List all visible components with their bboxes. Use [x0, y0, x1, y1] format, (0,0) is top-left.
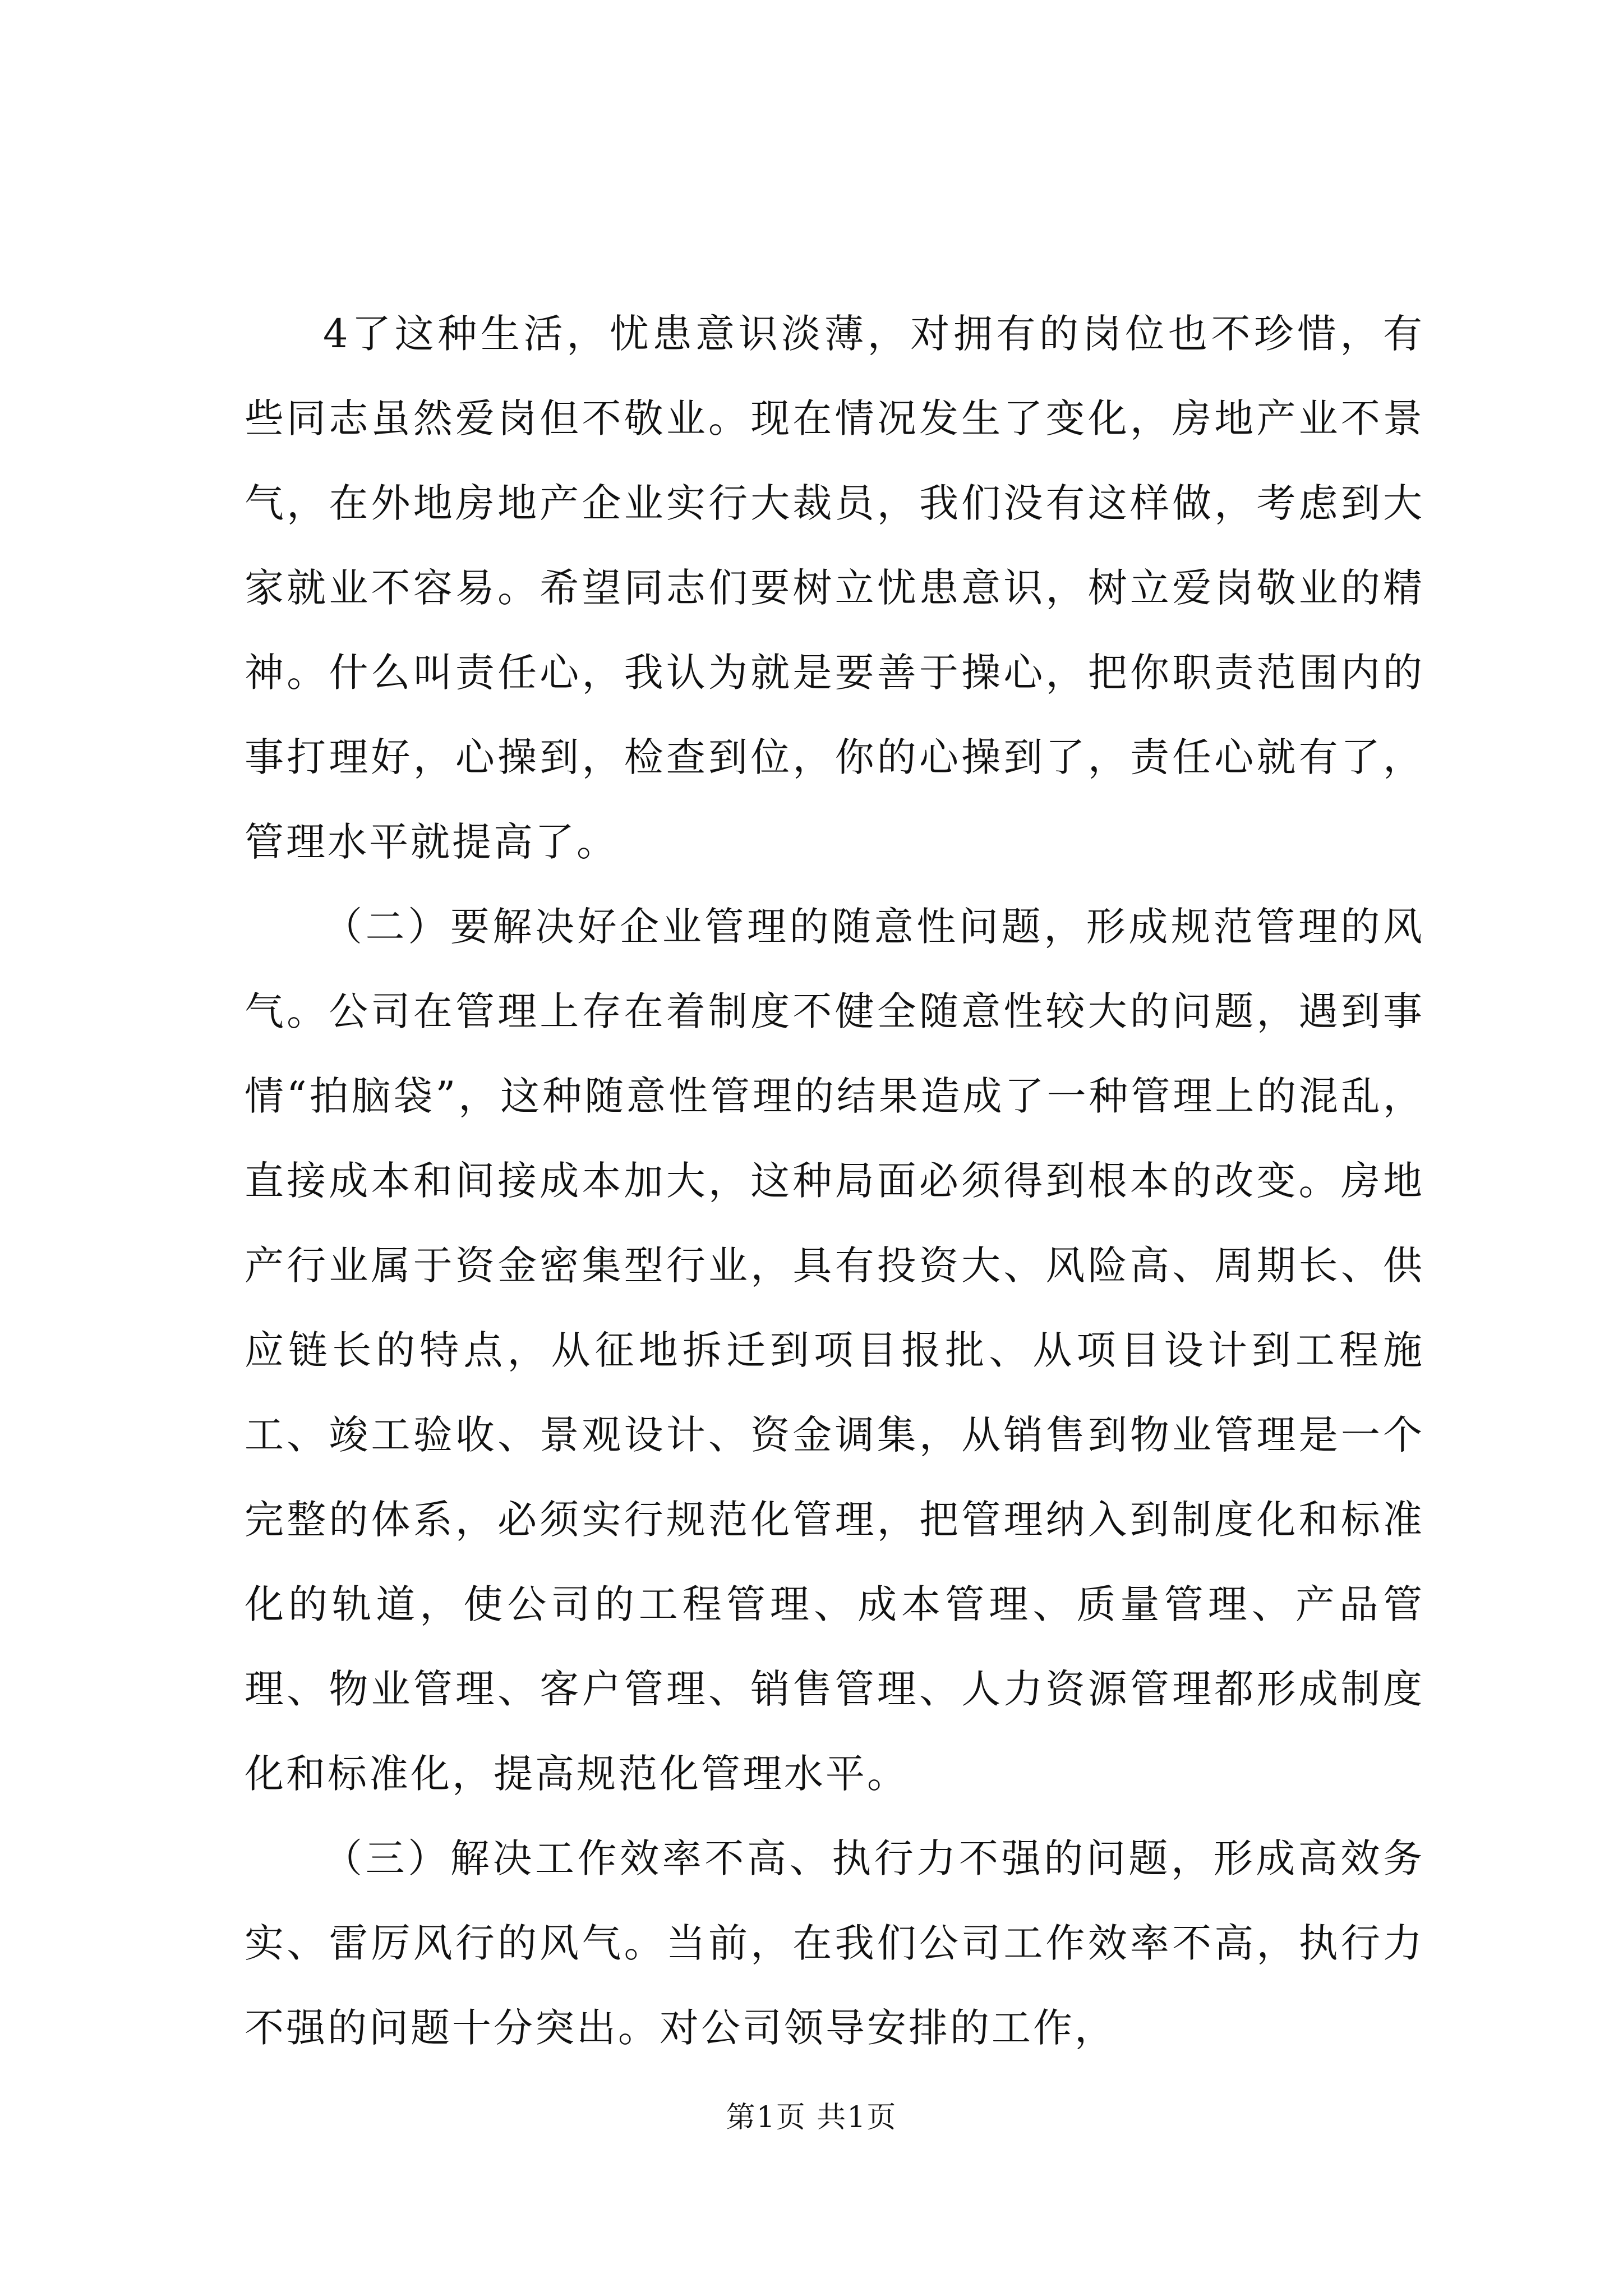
document-body [245, 292, 1424, 2070]
page-footer: 第1页 共1页 [726, 2101, 897, 2134]
paragraph-1: 4了这种生活，忧患意识淡薄，对拥有的岗位也不珍惜，有些同志虽然爱岗但不敬业。现在情况发生了变化，房地产业不景气，在外地房地产企业实行大裁员，我们没有这样做，考虑到大家就业不容易。希望同志们要树立忧患意识，树立爱岗敬业的精神。什么叫责任心，我认为就是要善于操心，把你职责范围内的事打理好，心操到，检查到位，你的心操到了，责任心就有了，管理水平就提高了。 [245, 311, 1424, 865]
paragraph-3: （三）解决工作效率不高、执行力不强的问题，形成高效务实、雷厉风行的风气。当前，在我们公司工作效率不高，执行力不强的问题十分突出。对公司领导安排的工作， [245, 1835, 1424, 2051]
paragraph-2: （二）要解决好企业管理的随意性问题，形成规范管理的风气。公司在管理上存在着制度不健全随意性较大的问题，遇到事情“拍脑袋”，这种随意性管理的结果造成了一种管理上的混乱，直接成本和间接成本加大，这种局面必须得到根本的改变。房地产行业属于资金密集型行业，具有投资大、风险高、周期长、供应链长的特点，从征地拆迁到项目报批、从项目设计到工程施工、竣工验收、景观设计、资金调集，从销售到物业管理是一个完整的体系，必须实行规范化管理，把管理纳入到制度化和标准化的轨道，使公司的工程管理、成本管理、质量管理、产品管理、物业管理、客户管理、销售管理、人力资源管理都形成制度化和标准化，提高规范化管理水平。 [245, 904, 1424, 1797]
